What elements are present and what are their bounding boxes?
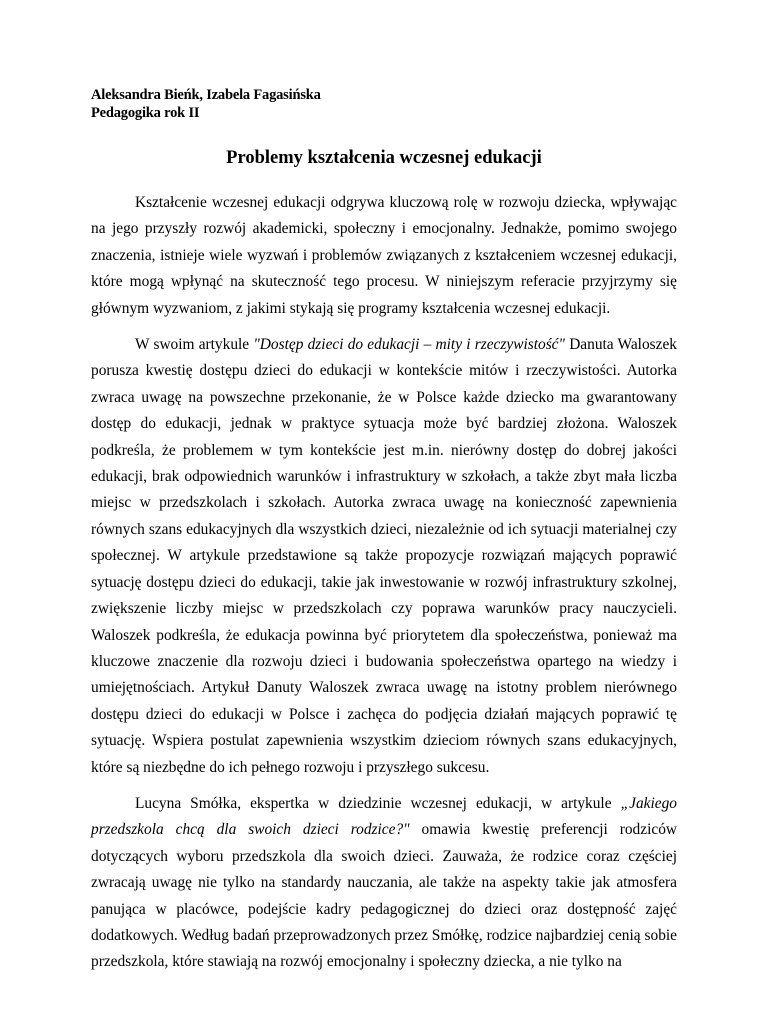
paragraph-waloszek-intro: W swoim artykule [135, 336, 254, 354]
page-content [91, 86, 677, 986]
document-title: Problemy kształcenia wczesnej edukacji [226, 148, 542, 168]
paragraph-waloszek [91, 332, 677, 781]
paragraph-smolka-body: omawia kwestię preferencji rodziców dotyczących wyboru przedszkola dla swoich dzieci. Zauważa, że rodzice coraz częściej zwracają uwagę nie tylko na standardy nauczania, ale także na aspekty takie jak atmosfera panująca w placówce, podejście kadry pedagogicznej do dzieci oraz dostępność zajęć dodatkowych. Według badań przeprowadzonych przez Smółkę, rodzice najbardziej cenią sobie przedszkola, które stawiają na rozwój emocjonalny i społeczny dziecka, a nie tylko na [91, 821, 678, 971]
paragraph-smolka [91, 791, 677, 976]
paragraph-smolka-intro: Lucyna Smółka, ekspertka w dziedzinie wczesnej edukacji, w artykule [135, 794, 621, 812]
paragraph-waloszek-body: Danuta Waloszek porusza kwestię dostępu dzieci do edukacji w kontekście mitów i rzeczywistości. Autorka zwraca uwagę na powszechne przekonanie, że w Polsce każde dziecko ma gwarantowany dostęp do edukacji, jednak w praktyce sytuacja może być bardziej złożona. Waloszek podkreśla, że problemem w tym kontekście jest m.in. nierówny dostęp do dobrej jakości edukacji, brak odpowiednich warunków i infrastruktury w szkołach, a także zbyt mała liczba miejsc w przedszkolach i szkołach. Autorka zwraca uwagę na konieczność zapewnienia równych szans edukacyjnych dla wszystkich dzieci, niezależnie od ich sytuacji materialnej czy społecznej. W artykule przedstawione są także propozycje rozwiązań mających poprawić sytuację dostępu dzieci do edukacji, takie jak inwestowanie w rozwój infrastruktury szkolnej, zwiększenie liczby miejsc w przedszkolach czy poprawa warunków pracy nauczycieli. Waloszek podkreśla, że edukacja powinna być priorytetem dla społeczeństwa, ponieważ ma kluczowe znaczenie dla rozwoju dzieci i budowania społeczeństwa opartego na wiedzy i umiejętnościach. Artykuł Danuty Waloszek zwraca uwagę na istotny problem nierównego dostępu dzieci do edukacji w Polsce i zachęca do podjęcia działań mających poprawić tę sytuację. Wspiera postulat zapewnienia wszystkim dzieciom równych szans edukacyjnych, które są niezbędne do ich pełnego rozwoju i przyszłego sukcesu. [91, 336, 678, 776]
document-body [91, 190, 677, 976]
authors-line: Aleksandra Bieńk, Izabela Fagasińska [91, 87, 321, 103]
author-block [91, 86, 677, 122]
paragraph-intro-text: Kształcenie wczesnej edukacji odgrywa kluczową rolę w rozwoju dziecka, wpływając na jego przyszły rozwój akademicki, społeczny i emocjonalny. Jednakże, pomimo swojego znaczenia, istnieje wiele wyzwań i problemów związanych z kształceniem wczesnej edukacji, które mogą wpłynąć na skuteczność tego procesu. W niniejszym referacie przyjrzymy się głównym wyzwaniom, z jakimi stykają się programy kształcenia wczesnej edukacji. [91, 194, 677, 317]
article-title-smolka: „Jakiego przedszkola chcą dla swoich dzieci rodzice?" [91, 794, 677, 839]
article-title-waloszek: "Dostęp dzieci do edukacji – mity i rzeczywistość" [253, 336, 565, 354]
course-line: Pedagogika rok II [91, 105, 200, 121]
paragraph-intro [91, 190, 677, 322]
